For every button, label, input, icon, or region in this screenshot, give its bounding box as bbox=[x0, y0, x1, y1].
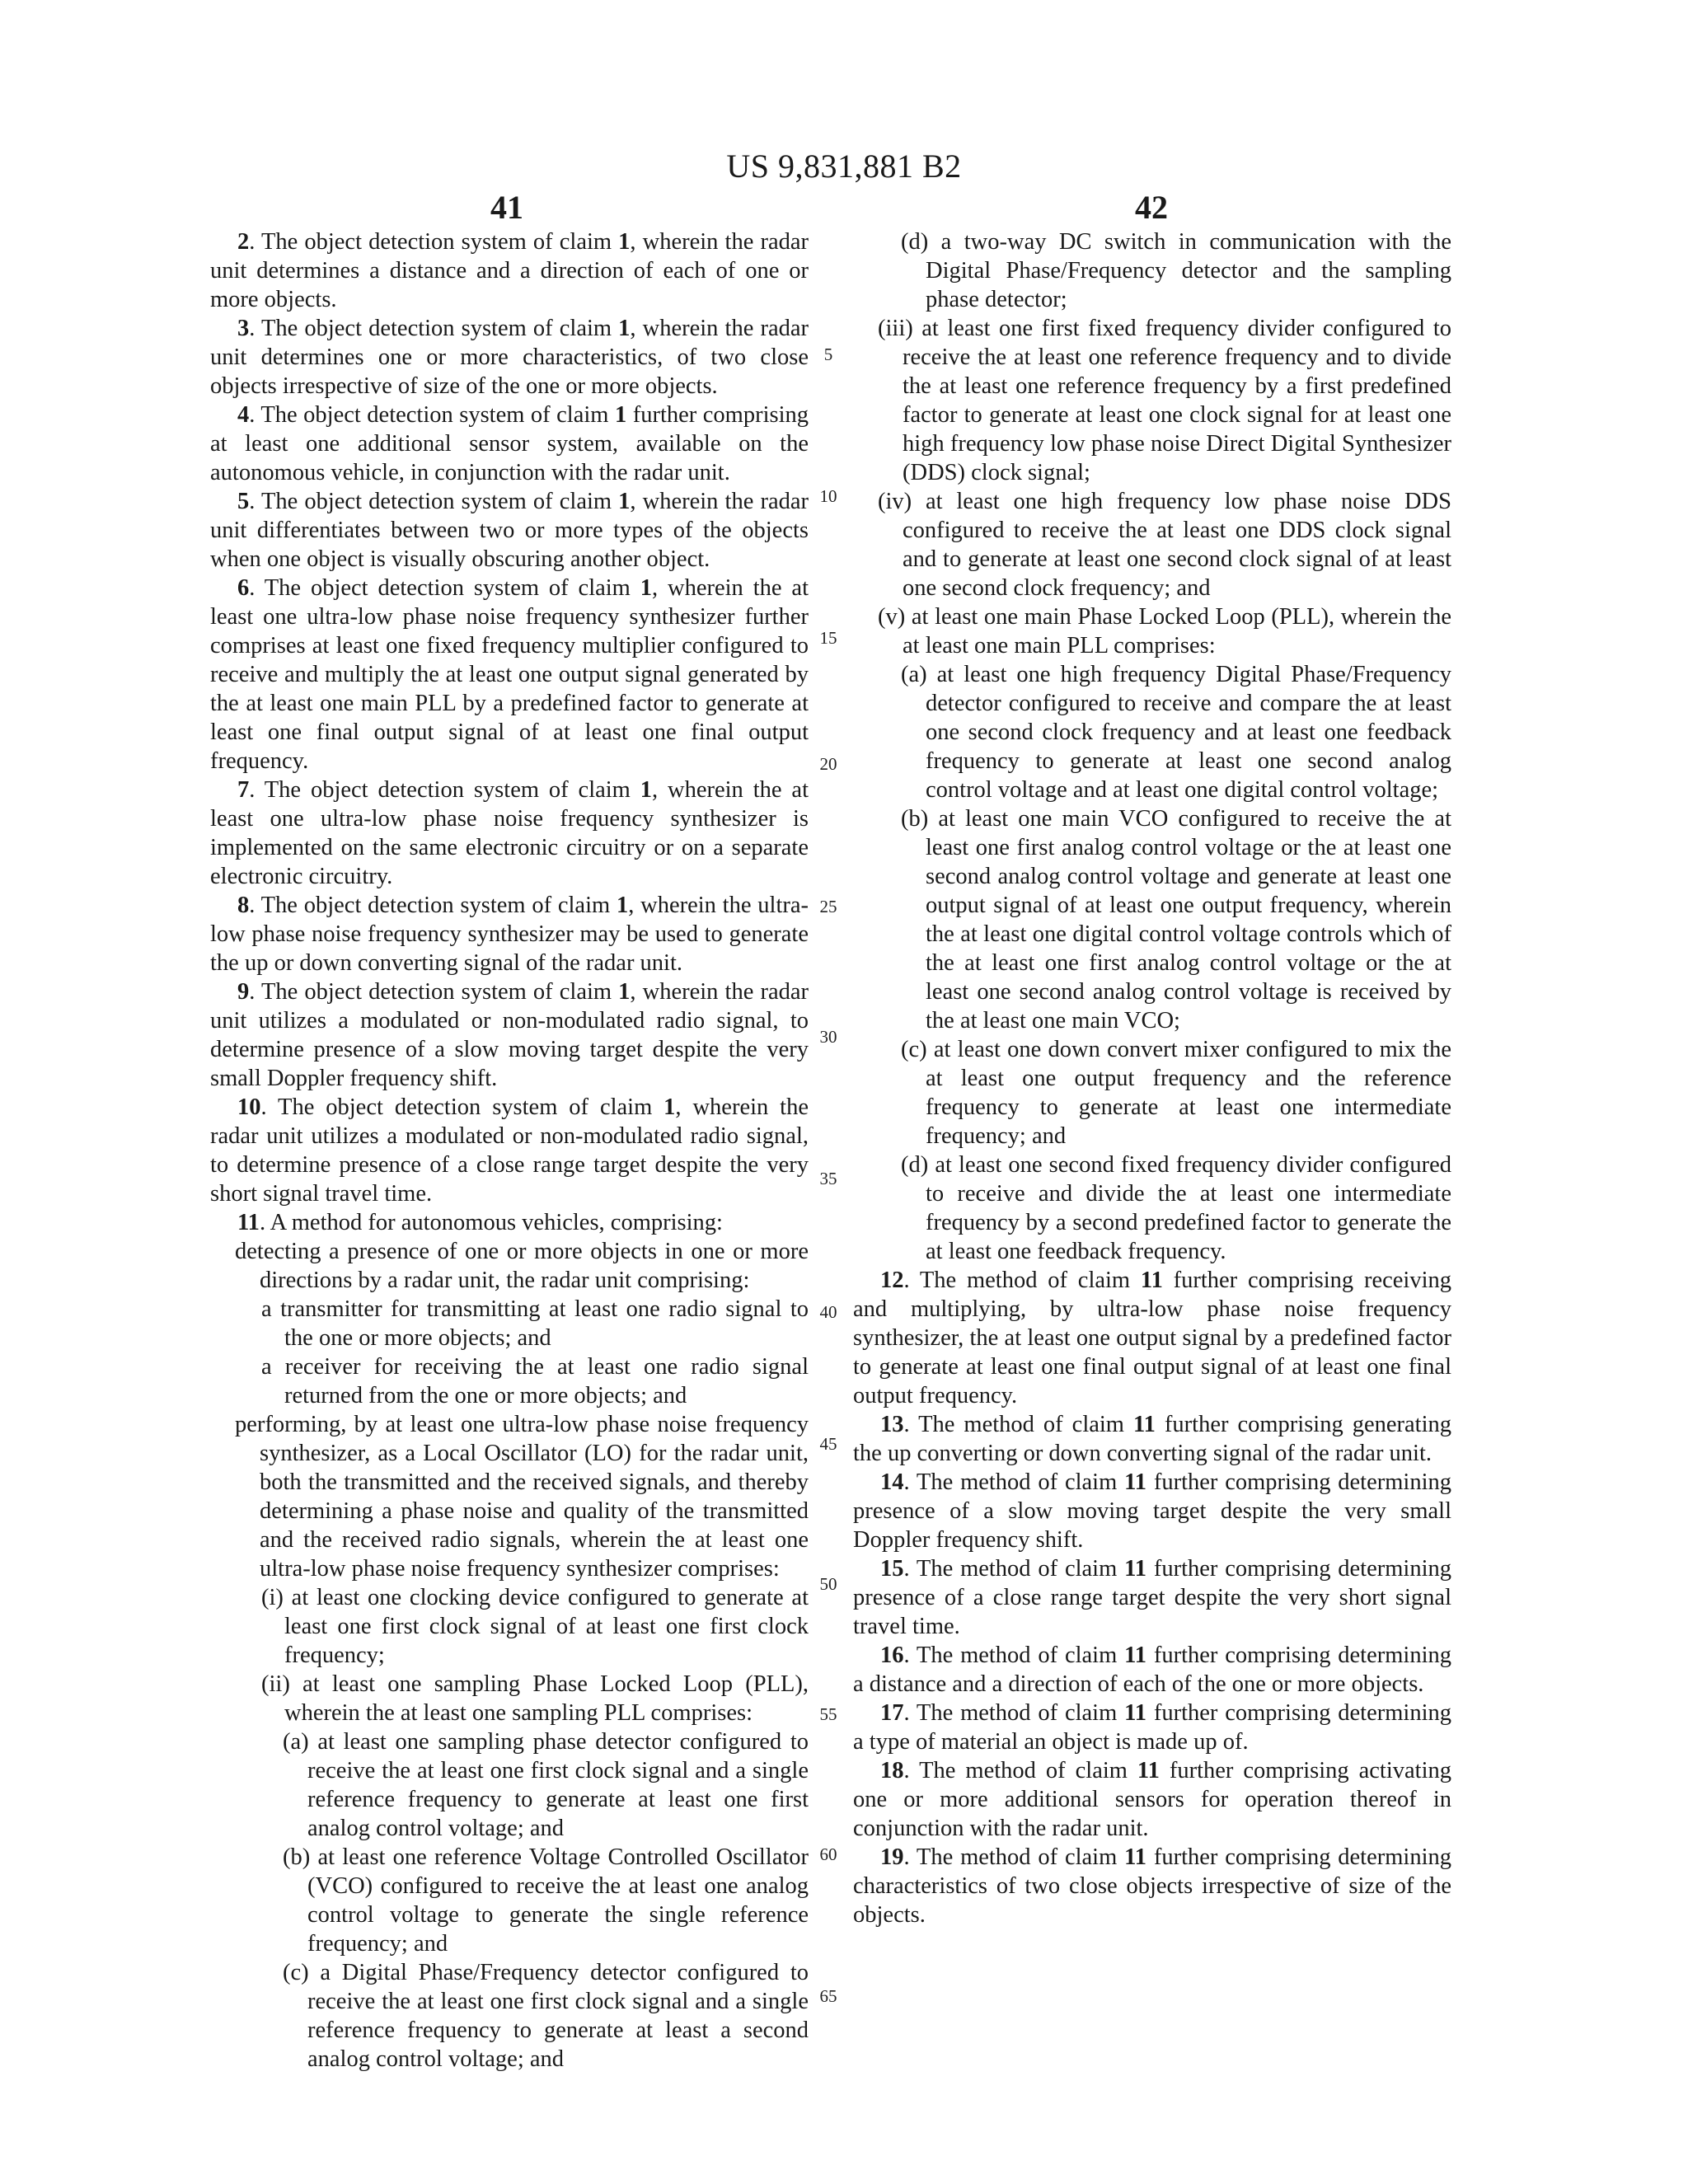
claim-text-tail: further comprising determining a type of material an object is made up of. bbox=[853, 1700, 1451, 1755]
claim-paragraph bbox=[210, 1237, 809, 1295]
claim-number: 5 bbox=[237, 489, 250, 514]
claim-number: 7 bbox=[237, 777, 250, 803]
claim-text-tail: , wherein the radar unit determines one or more characteristics, of two close objects irrespective of size of the one or more objects. bbox=[210, 316, 809, 399]
claim-paragraph bbox=[853, 602, 1451, 660]
claim-reference: 1 bbox=[618, 979, 631, 1005]
page-number-right: 42 bbox=[1135, 189, 1168, 226]
line-number: 40 bbox=[819, 1302, 837, 1322]
claim-text: . The method of claim bbox=[903, 1556, 1125, 1582]
claim-text: (b) at least one main VCO configured to receive the at least one first analog control voltage or the at least one second analog control voltage and generate at least one output signal of at least one output frequency, wherein the at least one digital control voltage controls which of the at least one first analog control voltage or the at least one second analog control voltage is received by the at least one main VCO; bbox=[901, 806, 1451, 1033]
claim-reference: 1 bbox=[663, 1094, 676, 1120]
claim-text-tail: further comprising at least one additional sensor system, available on the autonomous vehicle, in conjunction with the radar unit. bbox=[210, 402, 809, 485]
claim-17 bbox=[853, 1699, 1451, 1756]
claim-reference: 11 bbox=[1124, 1469, 1147, 1495]
claim-reference: 11 bbox=[1124, 1700, 1147, 1726]
claim-paragraph bbox=[853, 227, 1451, 314]
claim-paragraph bbox=[210, 1843, 809, 1958]
claim-paragraph bbox=[853, 1151, 1451, 1266]
claim-paragraph bbox=[853, 314, 1451, 487]
claim-reference: 11 bbox=[1124, 1556, 1147, 1582]
claim-text-tail: further comprising determining a distance and a direction of each of the one or more objects. bbox=[853, 1643, 1451, 1697]
claim-text: (a) at least one sampling phase detector configured to receive the at least one first clock signal and a single reference frequency to generate at least one first analog control voltage; and bbox=[283, 1729, 809, 1841]
claim-number: 18 bbox=[880, 1758, 904, 1783]
claim-number: 8 bbox=[237, 893, 250, 918]
claim-4 bbox=[210, 401, 809, 487]
claim-text-tail: further comprising generating the up converting or down converting signal of the radar unit. bbox=[853, 1412, 1451, 1466]
claim-text: (i) at least one clocking device configured to generate at least one first clock signal of at least one first clock frequency; bbox=[261, 1585, 809, 1668]
claim-text: (c) at least one down convert mixer configured to mix the at least one output frequency and the reference frequency to generate at least one intermediate frequency; and bbox=[901, 1037, 1451, 1149]
claim-number: 15 bbox=[880, 1556, 904, 1582]
claim-text: a receiver for receiving the at least one radio signal returned from the one or more objects; and bbox=[261, 1354, 809, 1408]
claim-text: (ii) at least one sampling Phase Locked Loop (PLL), wherein the at least one sampling PLL comprises: bbox=[261, 1671, 809, 1726]
claim-text-tail: further comprising activating one or more additional sensors for operation thereof in conjunction with the radar unit. bbox=[853, 1758, 1451, 1841]
claim-text: . The object detection system of claim bbox=[249, 402, 615, 428]
line-number: 20 bbox=[819, 754, 837, 774]
claim-text: (v) at least one main Phase Locked Loop (PLL), wherein the at least one main PLL comprises: bbox=[878, 604, 1451, 658]
claim-7 bbox=[210, 776, 809, 891]
line-number: 45 bbox=[819, 1434, 837, 1454]
claim-reference: 1 bbox=[640, 777, 652, 803]
claim-14 bbox=[853, 1468, 1451, 1554]
claim-11 bbox=[210, 1208, 809, 1237]
claim-3 bbox=[210, 314, 809, 401]
claim-paragraph bbox=[210, 1958, 809, 2074]
claim-text: . The object detection system of claim bbox=[249, 489, 619, 514]
claim-text-tail: further comprising determining characteristics of two close objects irrespective of size of the objects. bbox=[853, 1844, 1451, 1928]
claim-number: 14 bbox=[880, 1469, 904, 1495]
claim-text: performing, by at least one ultra-low phase noise frequency synthesizer, as a Local Oscillator (LO) for the radar unit, both the transmitted and the received signals, and thereby determining a phase noise and quality of the transmitted and the received radio signals, wherein the at least one ultra-low phase noise frequency synthesizer comprises: bbox=[235, 1412, 809, 1582]
claim-text-tail: , wherein the ultra-low phase noise frequency synthesizer may be used to generate the up or down converting signal of the radar unit. bbox=[210, 893, 809, 976]
right-column bbox=[853, 227, 1451, 1929]
claim-text: . The object detection system of claim bbox=[249, 575, 640, 601]
claim-9 bbox=[210, 977, 809, 1093]
claim-text: a transmitter for transmitting at least one radio signal to the one or more objects; and bbox=[261, 1296, 809, 1351]
claim-text: . The method of claim bbox=[903, 1700, 1125, 1726]
claim-reference: 1 bbox=[640, 575, 652, 601]
line-number: 35 bbox=[819, 1169, 837, 1188]
claim-paragraph bbox=[853, 804, 1451, 1035]
claim-2 bbox=[210, 227, 809, 314]
claim-text: . The object detection system of claim bbox=[260, 1094, 664, 1120]
claim-number: 17 bbox=[880, 1700, 904, 1726]
claim-paragraph bbox=[210, 1727, 809, 1843]
claim-text: (iv) at least one high frequency low phase noise DDS configured to receive the at least one DDS clock signal and to generate at least one second clock signal of at least one second clock frequency; and bbox=[878, 489, 1451, 601]
line-number: 50 bbox=[819, 1574, 837, 1594]
claim-text: (d) a two-way DC switch in communication with the Digital Phase/Frequency detector and the sampling phase detector; bbox=[901, 229, 1451, 312]
line-number: 60 bbox=[819, 1844, 837, 1864]
claim-number: 2 bbox=[237, 229, 250, 255]
claim-text: (iii) at least one first fixed frequency divider configured to receive the at least one reference frequency and to divide the at least one reference frequency by a first predefined factor to generate at least one clock signal for at least one high frequency low phase noise Direct Digital Synthesizer (DDS) clock signal; bbox=[878, 316, 1451, 485]
patent-number: US 9,831,881 B2 bbox=[726, 148, 962, 185]
line-number: 10 bbox=[819, 486, 837, 506]
line-number: 5 bbox=[823, 344, 833, 364]
claim-reference: 11 bbox=[1137, 1758, 1160, 1783]
claim-text: . The object detection system of claim bbox=[249, 893, 617, 918]
claim-number: 6 bbox=[237, 575, 250, 601]
line-number: 25 bbox=[819, 897, 837, 916]
claim-reference: 1 bbox=[614, 402, 627, 428]
claim-reference: 1 bbox=[616, 893, 629, 918]
claim-number: 4 bbox=[237, 402, 250, 428]
claim-reference: 1 bbox=[618, 229, 631, 255]
claim-paragraph bbox=[210, 1352, 809, 1410]
claim-number: 11 bbox=[237, 1210, 260, 1235]
claim-reference: 1 bbox=[618, 489, 631, 514]
claim-reference: 1 bbox=[618, 316, 631, 341]
claim-5 bbox=[210, 487, 809, 574]
claim-text-tail: further comprising determining presence of a slow moving target despite the very small Doppler frequency shift. bbox=[853, 1469, 1451, 1553]
claim-text-tail: , wherein the radar unit utilizes a modulated or non-modulated radio signal, to determine presence of a slow moving target despite the very small Doppler frequency shift. bbox=[210, 979, 809, 1091]
line-number: 15 bbox=[819, 628, 837, 648]
claim-text: . The method of claim bbox=[903, 1412, 1133, 1437]
line-number: 30 bbox=[819, 1027, 837, 1047]
claim-text: . A method for autonomous vehicles, comprising: bbox=[259, 1210, 723, 1235]
claim-8 bbox=[210, 891, 809, 977]
claim-text: . The object detection system of claim bbox=[249, 316, 619, 341]
claim-paragraph bbox=[853, 1035, 1451, 1151]
claim-text-tail: further comprising receiving and multiplying, by ultra-low phase noise frequency synthesizer, the at least one output signal by a predefined factor to generate at least one final output signal of at least one final output frequency. bbox=[853, 1268, 1451, 1408]
line-number: 55 bbox=[819, 1704, 837, 1724]
claim-reference: 11 bbox=[1124, 1844, 1147, 1870]
claim-number: 12 bbox=[880, 1268, 904, 1293]
claim-18 bbox=[853, 1756, 1451, 1843]
claim-text: . The method of claim bbox=[903, 1268, 1141, 1293]
claim-paragraph bbox=[210, 1583, 809, 1670]
claim-text-tail: , wherein the at least one ultra-low phase noise frequency synthesizer further comprises at least one fixed frequency multiplier configured to receive and multiply the at least one output signal generated by the at least one main PLL by a predefined factor to generate at least one final output signal of at least one final output frequency. bbox=[210, 575, 809, 774]
line-number: 65 bbox=[819, 1986, 837, 2006]
claim-number: 16 bbox=[880, 1643, 904, 1668]
claim-paragraph bbox=[853, 660, 1451, 804]
left-column bbox=[210, 227, 809, 2074]
claim-text-tail: , wherein the radar unit utilizes a modulated or non-modulated radio signal, to determine presence of a close range target despite the very short signal travel time. bbox=[210, 1094, 809, 1207]
claim-text-tail: , wherein the radar unit differentiates between two or more types of the objects when one object is visually obscuring another object. bbox=[210, 489, 809, 572]
claim-13 bbox=[853, 1410, 1451, 1468]
claim-text: . The method of claim bbox=[903, 1758, 1137, 1783]
claim-paragraph bbox=[210, 1410, 809, 1583]
claim-12 bbox=[853, 1266, 1451, 1410]
claim-text: (a) at least one high frequency Digital Phase/Frequency detector configured to receive and compare the at least one second clock frequency and at least one feedback frequency to generate at least one second analog control voltage and at least one digital control voltage; bbox=[901, 662, 1451, 803]
claim-paragraph bbox=[853, 487, 1451, 602]
claim-10 bbox=[210, 1093, 809, 1208]
claim-text: . The object detection system of claim bbox=[249, 777, 640, 803]
claim-number: 10 bbox=[237, 1094, 261, 1120]
claim-6 bbox=[210, 574, 809, 776]
claim-paragraph bbox=[210, 1295, 809, 1352]
claim-text: . The method of claim bbox=[903, 1844, 1125, 1870]
claim-text-tail: , wherein the radar unit determines a distance and a direction of each of one or more objects. bbox=[210, 229, 809, 312]
claim-15 bbox=[853, 1554, 1451, 1641]
claim-text-tail: further comprising determining presence of a close range target despite the very short signal travel time. bbox=[853, 1556, 1451, 1639]
claim-reference: 11 bbox=[1132, 1412, 1156, 1437]
claim-text: . The method of claim bbox=[903, 1643, 1125, 1668]
claim-reference: 11 bbox=[1140, 1268, 1163, 1293]
claim-text: detecting a presence of one or more objects in one or more directions by a radar unit, the radar unit comprising: bbox=[235, 1239, 809, 1293]
claim-text: . The method of claim bbox=[903, 1469, 1125, 1495]
claim-number: 19 bbox=[880, 1844, 904, 1870]
claim-number: 9 bbox=[237, 979, 250, 1005]
claim-number: 13 bbox=[880, 1412, 904, 1437]
claim-number: 3 bbox=[237, 316, 250, 341]
claim-text: . The object detection system of claim bbox=[249, 229, 619, 255]
claim-text-tail: , wherein the at least one ultra-low phase noise frequency synthesizer is implemented on the same electronic circuitry or on a separate electronic circuitry. bbox=[210, 777, 809, 889]
claim-text: (c) a Digital Phase/Frequency detector configured to receive the at least one first clock signal and a single reference frequency to generate at least a second analog control voltage; and bbox=[283, 1960, 809, 2072]
claim-text: (d) at least one second fixed frequency divider configured to receive and divide the at least one intermediate frequency by a second predefined factor to generate the at least one feedback frequency. bbox=[901, 1152, 1451, 1264]
claim-reference: 11 bbox=[1124, 1643, 1147, 1668]
claim-19 bbox=[853, 1843, 1451, 1929]
claim-paragraph bbox=[210, 1670, 809, 1727]
page-number-left: 41 bbox=[490, 189, 523, 226]
claim-16 bbox=[853, 1641, 1451, 1699]
claim-text: (b) at least one reference Voltage Controlled Oscillator (VCO) configured to receive the at least one analog control voltage to generate the single reference frequency; and bbox=[283, 1844, 809, 1957]
claim-text: . The object detection system of claim bbox=[249, 979, 619, 1005]
